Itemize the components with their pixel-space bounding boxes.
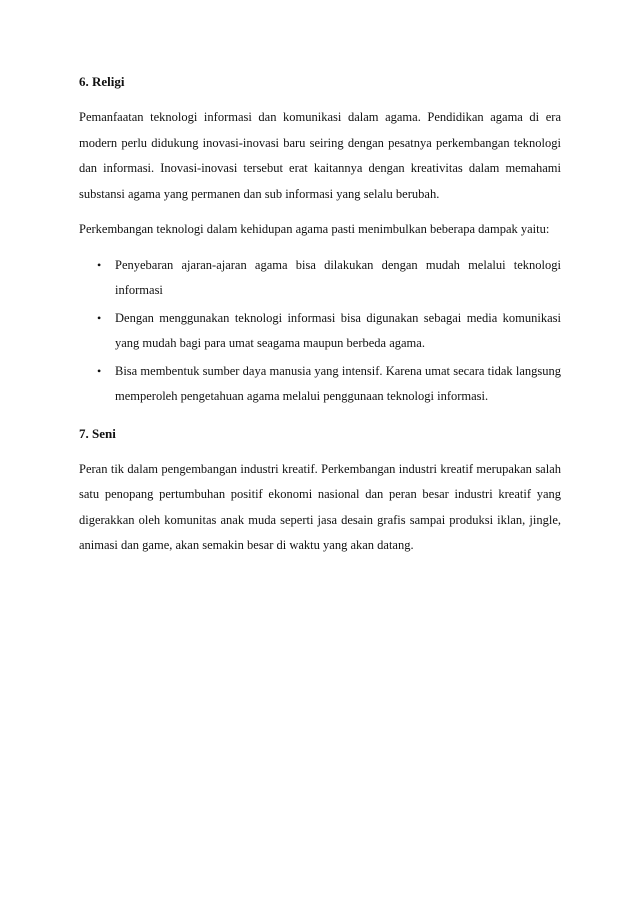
paragraph-religi-dampak: Perkembangan teknologi dalam kehidupan agama pasti menimbulkan beberapa dampak yaitu: [79, 222, 550, 236]
bullet-icon: • [97, 257, 102, 272]
list-item-text: Bisa membentuk sumber daya manusia yang intensif. Karena umat secara tidak langsung memperoleh pengetahuan agama melalui penggunaan teknologi informasi. [115, 363, 561, 403]
list-item-text: Penyebaran ajaran-ajaran agama bisa dilakukan dengan mudah melalui teknologi informasi [115, 257, 561, 297]
section-heading-seni: 7. Seni [79, 425, 116, 441]
bullet-icon: • [97, 363, 102, 378]
bullet-list-dampak [79, 253, 561, 410]
list-item [79, 359, 561, 410]
list-item [79, 253, 561, 304]
section-heading-religi: 6. Religi [79, 74, 125, 89]
paragraph-religi-intro: Pemanfaatan teknologi informasi dan komunikasi dalam agama. Pendidikan agama di era modern perlu didukung inovasi-inovasi baru seiring dengan pesatnya perkembangan teknologi dan informasi. Inovasi-inovasi tersebut erat kaitannya dengan kreativitas dalam memahami substansi agama yang permanen dan sub informasi yang selalu berubah. [79, 110, 561, 201]
bullet-icon: • [97, 310, 102, 325]
document-page [79, 70, 561, 569]
list-item [79, 306, 561, 357]
list-item-text: Dengan menggunakan teknologi informasi bisa digunakan sebagai media komunikasi yang mudah bagi para umat seagama maupun berbeda agama. [115, 310, 561, 350]
paragraph-seni: Peran tik dalam pengembangan industri kreatif. Perkembangan industri kreatif merupakan salah satu penopang pertumbuhan positif ekonomi nasional dan peran besar industri kreatif yang digerakkan oleh komunitas anak muda seperti jasa desain grafis sampai produksi iklan, jingle, animasi dan game, akan semakin besar di waktu yang akan datang. [79, 461, 561, 552]
